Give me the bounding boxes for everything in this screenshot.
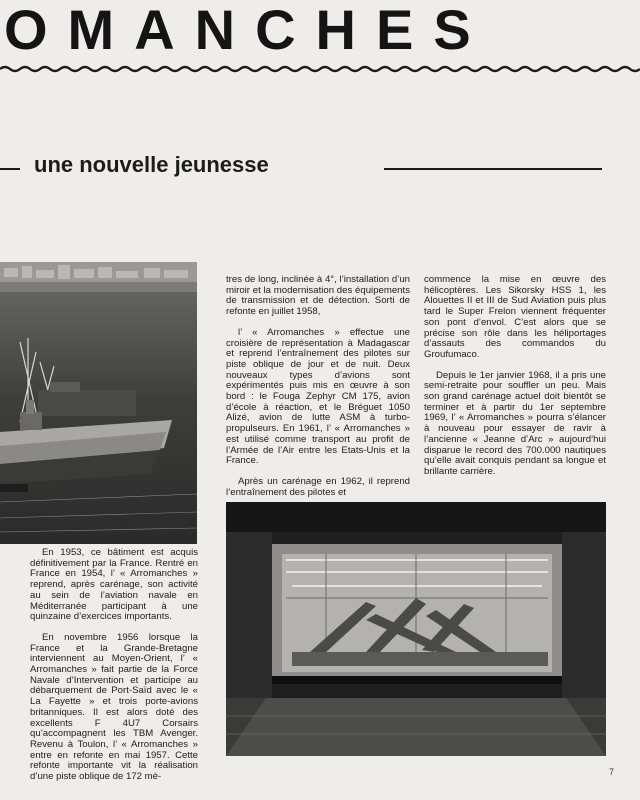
column-left [30,548,198,783]
paragraph: commence la mise en œuvre des hélicoptères. Les Sikorsky HSS 1, les Alouettes II et III de Sud Aviation puis plus tard le Super Frelon viennent fréquenter son pont d’envol. C’est alors que se précise son rôle dans les héliportages d’assauts des commandos du Groufumaco. [424,274,606,360]
magazine-title: OMANCHES [4,2,491,58]
subtitle-rule-left [0,168,20,170]
paragraph: Après un carénage en 1962, il reprend l’entraînement des pilotes et [226,475,410,498]
paragraph: En 1953, ce bâtiment est acquis définitivement par la France. Rentré en France en 1954, l’ « Arromanches » reprend, après carénage, son activité au sein de l’aviation navale en Méditerranée participant à une quinzaine d’exercices importants. [30,547,198,623]
subtitle-row [0,150,640,180]
paragraph: Depuis le 1er janvier 1968, il a pris une semi-retraite pour souffler un peu. Mais son grand carénage actuel doit bientôt se terminer et à partir du 1er septembre 1969, l’ « Arromanches » pourra s’élancer à nouveau pour essayer de ravir à l’ancienne « Jeanne d’Arc » aujourd’hui disparue le record des 700.000 nautiques qu’elle avait conquis pendant sa longue et brillante carrière. [424,369,606,477]
article-subtitle: une nouvelle jeunesse [34,152,269,177]
paragraph: l’ « Arromanches » effectue une croisière de représentation à Madagascar et reprend l’entraînement des pilotes sur piste oblique de jour et de nuit. Deux nouveaux types d’avions sont expérimentés puis mis en œuvre à son bord : le Fouga Zephyr CM 175, avion d’école à réaction, et le Bréguet 1050 Alizé, avion de lutte ASM à turbo-propulseurs. En 1961, l’ « Arromanches » est utilisé comme transport au profit de l’Armée de l’Air entre les Etats-Unis et la France. [226,326,410,467]
column-right [424,275,606,478]
page-number: 7 [608,767,614,777]
paragraph: En novembre 1956 lorsque la France et la Grande-Bretagne interviennent au Moyen-Orient, l’ « Arromanches » fait partie de la Force Navale d’Intervention et participe au débarquement de Port-Saïd avec le « La Fayette » et trois porte-avions britanniques. Il est alors doté des excellents F 4U7 Corsairs qu’accompagnent les TBM Avenger. Revenu à Toulon, l’ « Arromanches » entre en refonte en mai 1957. Cette refonte importante vit la réalisation d’une piste oblique de 172 mè- [30,631,198,783]
column-middle [226,275,410,498]
hangar-aircraft-photo [226,502,606,756]
ship-harbour-photo [0,262,197,544]
paragraph: tres de long, inclinée à 4°, l’installation d’un miroir et la modernisation des équipements de transmission et de détection. Sorti de refonte en juillet 1958, [226,274,410,318]
wavy-divider [0,64,640,74]
subtitle-rule-right [384,168,602,170]
